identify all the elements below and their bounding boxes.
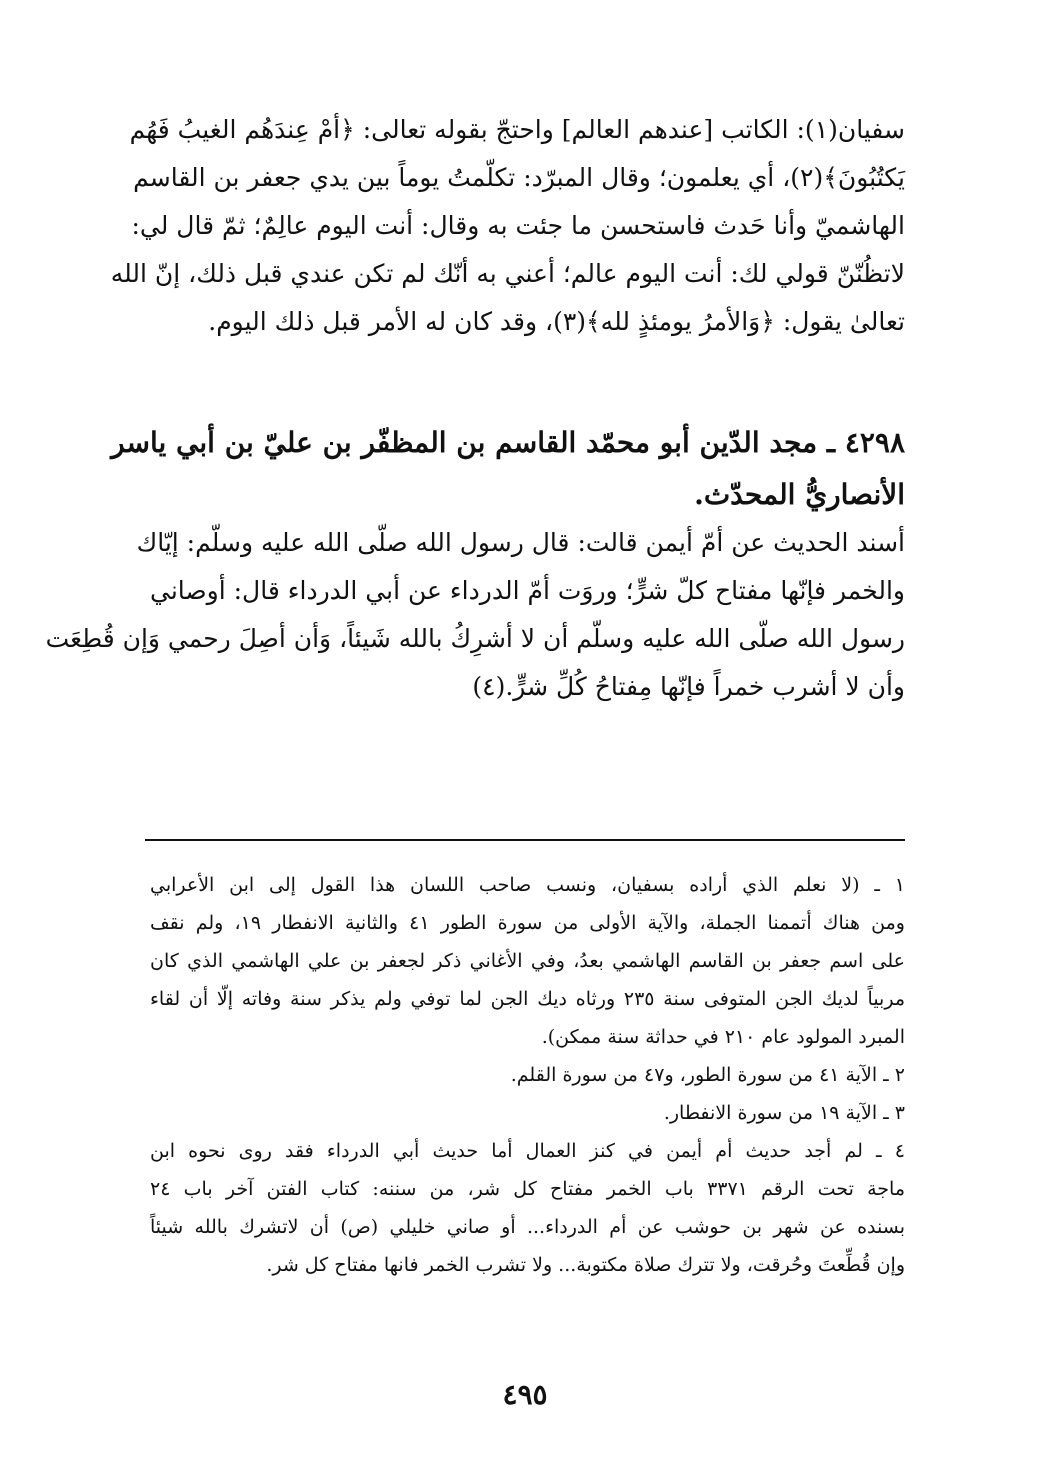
footnote-line: ٢ ـ الآية ٤١ من سورة الطور، و٤٧ من سورة القلم.	[510, 1064, 905, 1086]
footnote-divider	[145, 839, 905, 841]
footnote-line: ١ ـ (لا نعلم الذي أراده بسفيان، ونسب صاحب اللسان هذا القول إلى ابن الأعرابي	[150, 874, 905, 896]
heading-line: ٤٢٩٨ ـ مجد الدّين أبو محمّد القاسم بن المظفّر بن عليّ بن أبي ياسر	[111, 426, 905, 459]
text-line: لاتظُنّنّ قولي لك: أنت اليوم عالم؛ أعني به أنّك لم تكن عندي قبل ذلك، إنّ الله	[110, 259, 905, 288]
text-line: الهاشميّ وأنا حَدث فاستحسن ما جئت به وقال: أنت اليوم عالِمٌ؛ ثمّ قال لي:	[131, 211, 905, 240]
footnote-line: ومن هناك أتممنا الجملة، والآية الأولى من سورة الطور ٤١ والثانية الانفطار ١٩، ولم نقف	[150, 912, 905, 934]
footnote-line: مربياً لديك الجن المتوفى سنة ٢٣٥ ورثاه ديك الجن لما توفي ولم يذكر سنة وفاته إلّا أن لقاء	[150, 988, 906, 1010]
text-line: يَكتُبُونَ﴾(٢)، أي يعلمون؛ وقال المبرّد: تكلّمتُ يوماً بين يدي جعفر بن القاسم	[133, 163, 905, 192]
footnote-line: ٤ ـ لم أجد حديث أم أيمن في كنز العمال أما حديث أبي الدرداء فقد روى نحوه ابن	[150, 1140, 905, 1162]
text-line: تعالىٰ يقول: ﴿وَالأمرُ يومئذٍ لله﴾(٣)، وقد كان له الأمر قبل ذلك اليوم.	[208, 307, 905, 336]
text-line: رسول الله صلّى الله عليه وسلّم أن لا أشرِكُ بالله شَيئاً، وَأن أصِلَ رحمي وَإن قُطِعَت	[45, 624, 905, 653]
entry-body	[45, 519, 905, 711]
footnote-line: المبرد المولود عام ٢١٠ في حداثة سنة ممكن).	[541, 1026, 905, 1048]
footnote-line: على اسم جعفر بن القاسم الهاشمي بعدُ، وفي الأغاني ذكر لجعفر بن علي الهاشمي الذي كان	[150, 950, 905, 972]
footnote-line: بسنده عن شهر بن حوشب عن أم الدرداء... أو صاني خليلي (ص) أن لاتشرك بالله شيئاً	[150, 1216, 905, 1238]
text-line: سفيان(١): الكاتب [عندهم العالم] واحتجّ بقوله تعالى: ﴿أمْ عِندَهُم الغيبُ فَهُم	[129, 115, 905, 144]
footnote-line: ماجة تحت الرقم ٣٣٧١ باب الخمر مفتاح كل شر، من سننه: كتاب الفتن آخر باب ٢٤	[150, 1178, 906, 1200]
footnotes	[150, 866, 905, 1284]
heading-line: الأنصاريُّ المحدّث.	[694, 478, 905, 511]
paragraph-continuation	[110, 106, 905, 346]
text-line: أسند الحديث عن أمّ أيمن قالت: قال رسول الله صلّى الله عليه وسلّم: إيّاك	[136, 528, 905, 557]
footnote-line: ٣ ـ الآية ١٩ من سورة الانفطار.	[663, 1102, 905, 1124]
entry-heading	[111, 417, 905, 521]
footnote-line: وإن قُطِّعتَ وحُرقت، ولا تترك صلاة مكتوبة... ولا تشرب الخمر فانها مفتاح كل شر.	[266, 1254, 905, 1276]
page-number: ٤٩٥	[502, 1378, 548, 1411]
text-line: وأن لا أشرب خمراً فإنّها مِفتاحُ كُلِّ شرٍّ.(٤)	[472, 672, 905, 701]
text-line: والخمر فإنّها مفتاح كلّ شرٍّ؛ وروَت أمّ الدرداء عن أبي الدرداء قال: أوصاني	[150, 576, 905, 605]
